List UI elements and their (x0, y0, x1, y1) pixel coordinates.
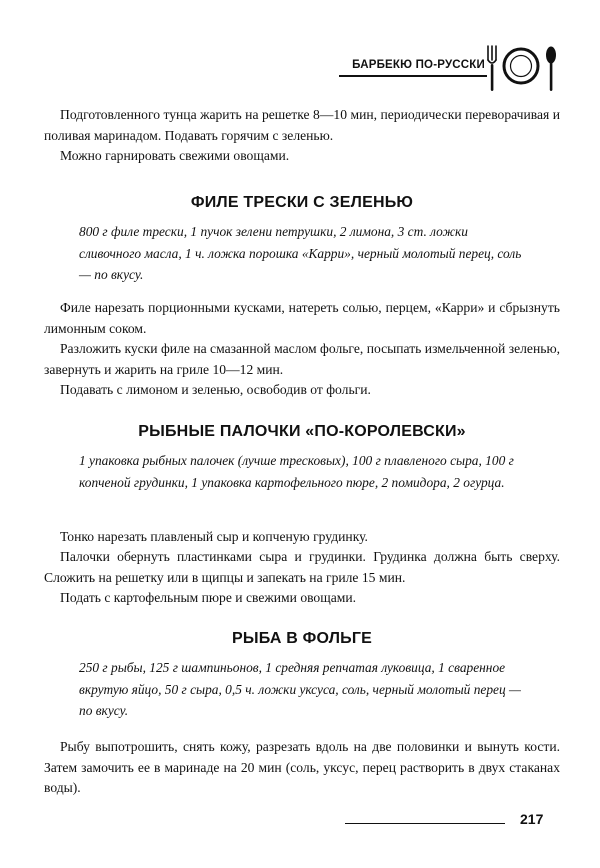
recipe-title: РЫБНЫЕ ПАЛОЧКИ «ПО-КОРОЛЕВСКИ» (138, 423, 466, 440)
header-rule (339, 75, 487, 77)
running-header-title: БАРБЕКЮ ПО-РУССКИ (352, 59, 485, 71)
recipe-step: Рыбу выпотрошить, снять кожу, разрезать вдоль на две половинки и вынуть кости. Затем замочить ее в маринаде на 20 мин (соль, уксус, перец растворить в двух стаканах воды). (44, 739, 560, 795)
page-number: 217 (520, 811, 544, 827)
footer-rule (345, 823, 505, 824)
recipe-step: Филе нарезать порционными кусками, натереть солью, перцем, «Карри» и сбрызнуть лимонным соком. (44, 300, 560, 336)
recipe-ingredients: 250 г рыбы, 125 г шампиньонов, 1 средняя репчатая луковица, 1 сваренное вкрутую яйцо, 50 г сыра, 0,5 ч. ложки уксуса, соль, черный молотый перец — по вкусу. (79, 660, 521, 718)
cutlery-plate-icon (485, 42, 565, 94)
intro-paragraph: Можно гарнировать свежими овощами. (60, 148, 290, 163)
recipe-step: Тонко нарезать плавленый сыр и копченую грудинку. (60, 529, 368, 544)
recipe-ingredients: 1 упаковка рыбных палочек (лучше тресковых), 100 г плавленого сыра, 100 г копченой грудинки, 1 упаковка картофельного пюре, 2 помидора, 2 огурца. (79, 453, 514, 490)
recipe-step: Подать с картофельным пюре и свежими овощами. (60, 590, 357, 605)
recipe-step: Разложить куски филе на смазанной маслом фольге, посыпать измельченной зеленью, завернуть и жарить на гриле 10—12 мин. (44, 341, 560, 377)
recipe-title: РЫБА В ФОЛЬГЕ (232, 630, 372, 647)
recipe-step: Палочки обернуть пластинками сыра и грудинки. Грудинка должна быть сверху. Сложить на решетку или в щипцы и запекать на гриле 15 мин. (44, 549, 560, 585)
recipe-title: ФИЛЕ ТРЕСКИ С ЗЕЛЕНЬЮ (190, 194, 414, 211)
recipe-ingredients: 800 г филе трески, 1 пучок зелени петрушки, 2 лимона, 3 ст. ложки сливочного масла, 1 ч. ложка порошка «Карри», черный молотый перец, соль — по вкусу. (79, 224, 522, 282)
recipe-step: Подавать с лимоном и зеленью, освободив от фольги. (60, 382, 371, 397)
intro-paragraph: Подготовленного тунца жарить на решетке 8—10 мин, периодически переворачивая и поливая маринадом. Подавать горячим с зеленью. (44, 107, 560, 143)
